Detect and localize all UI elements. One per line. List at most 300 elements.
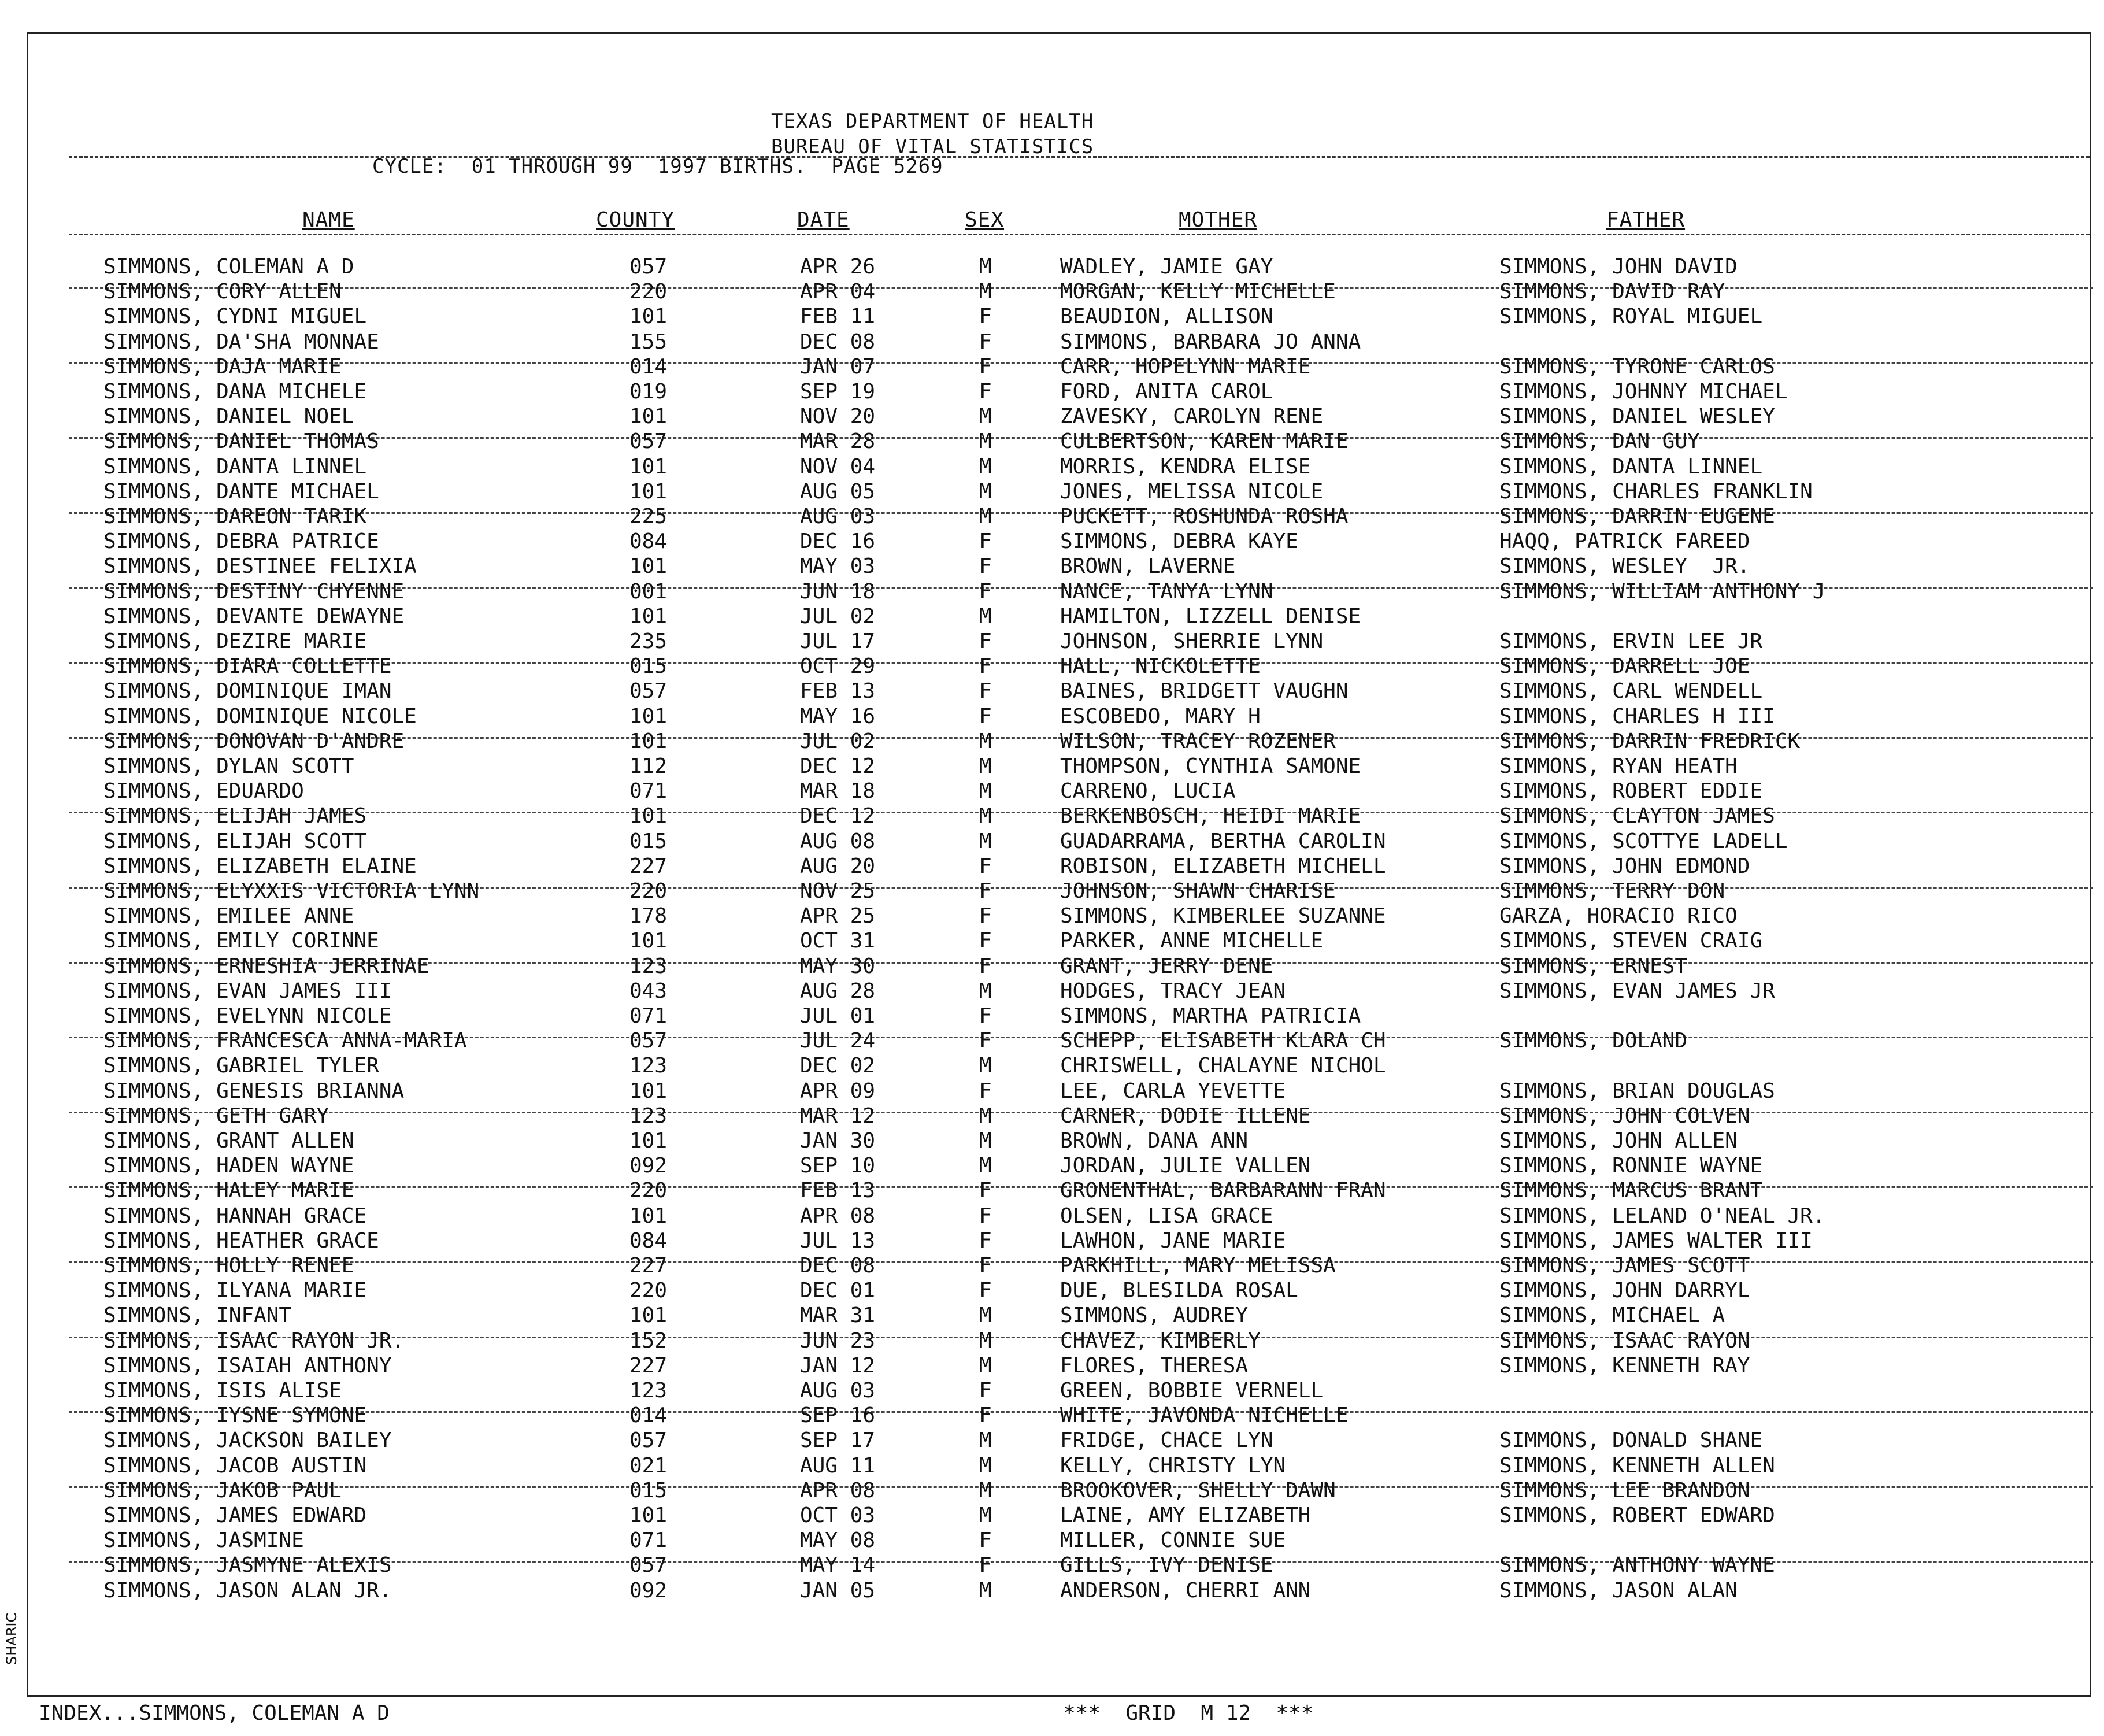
cell-county: 084: [629, 530, 668, 554]
record-row: [28, 829, 2093, 854]
cell-date: MAY 16: [800, 704, 876, 728]
cell-mother: PARKHILL, MARY MELISSA: [1060, 1254, 1336, 1278]
record-row: [28, 1328, 2093, 1353]
cell-date: FEB 13: [800, 679, 876, 704]
cell-name: SIMMONS, DESTINY CHYENNE: [103, 579, 405, 604]
cell-county: 101: [629, 1504, 668, 1527]
cell-mother: MORRIS, KENDRA ELISE: [1060, 454, 1311, 479]
cell-mother: KELLY, CHRISTY LYN: [1060, 1453, 1286, 1478]
cell-county: 227: [629, 854, 668, 878]
cell-name: SIMMONS, JASON ALAN JR.: [103, 1578, 392, 1602]
cell-county: 220: [629, 879, 668, 903]
record-row: [28, 954, 2093, 979]
cell-sex: M: [979, 1054, 992, 1078]
cell-mother: JOHNSON, SHERRIE LYNN: [1060, 630, 1324, 653]
cell-sex: F: [979, 354, 992, 379]
cell-father: SIMMONS, BRIAN DOUGLAS: [1499, 1079, 1775, 1103]
cell-county: 235: [629, 630, 668, 653]
cell-father: SIMMONS, JOHN DAVID: [1499, 255, 1738, 279]
cell-date: JUL 17: [800, 630, 876, 653]
cell-name: SIMMONS, ILYANA MARIE: [103, 1279, 367, 1303]
cell-name: SIMMONS, EDUARDO: [103, 779, 304, 804]
cell-county: 101: [629, 554, 668, 579]
cell-father: SIMMONS, CARL WENDELL: [1499, 679, 1763, 704]
cell-sex: M: [979, 280, 992, 304]
cell-name: SIMMONS, JASMINE: [103, 1528, 304, 1553]
cell-county: 225: [629, 505, 668, 528]
cell-date: AUG 05: [800, 479, 876, 504]
cell-name: SIMMONS, DANA MICHELE: [103, 380, 367, 404]
record-row: [28, 979, 2093, 1004]
cell-sex: F: [979, 380, 992, 404]
cell-mother: SIMMONS, DEBRA KAYE: [1060, 530, 1298, 554]
cell-name: SIMMONS, HANNAH GRACE: [103, 1204, 367, 1228]
record-row: [28, 1204, 2093, 1228]
cell-sex: M: [979, 1304, 992, 1328]
cell-county: 101: [629, 929, 668, 953]
cell-name: SIMMONS, JACOB AUSTIN: [103, 1453, 367, 1478]
cell-date: FEB 13: [800, 1179, 876, 1203]
cell-sex: M: [979, 1353, 992, 1378]
cell-father: HAQQ, PATRICK FAREED: [1499, 530, 1750, 554]
cell-name: SIMMONS, DYLAN SCOTT: [103, 754, 354, 778]
cell-father: SIMMONS, JAMES WALTER III: [1499, 1228, 1813, 1253]
cell-mother: JONES, MELISSA NICOLE: [1060, 479, 1324, 504]
record-row: [28, 579, 2093, 604]
cell-date: JUN 23: [800, 1328, 876, 1353]
cell-date: MAR 18: [800, 779, 876, 804]
cell-name: SIMMONS, EMILEE ANNE: [103, 904, 354, 928]
report-subtitle: BUREAU OF VITAL STATISTICS: [771, 135, 1094, 158]
cell-father: SIMMONS, SCOTTYE LADELL: [1499, 829, 1788, 853]
cell-name: SIMMONS, DOMINIQUE NICOLE: [103, 704, 417, 728]
cell-sex: M: [979, 1154, 992, 1178]
record-row: [28, 1353, 2093, 1378]
footer-index: INDEX...SIMMONS, COLEMAN A D: [39, 1701, 390, 1725]
cell-mother: SIMMONS, BARBARA JO ANNA: [1060, 330, 1361, 354]
record-row: [28, 779, 2093, 804]
cell-father: SIMMONS, ERVIN LEE JR: [1499, 630, 1763, 653]
record-row: [28, 1403, 2093, 1428]
cell-name: SIMMONS, JAKOB PAUL: [103, 1478, 342, 1502]
cell-father: GARZA, HORACIO RICO: [1499, 904, 1738, 928]
cell-father: SIMMONS, KENNETH RAY: [1499, 1353, 1750, 1378]
record-row: [28, 879, 2093, 904]
record-row: [28, 654, 2093, 679]
cell-name: SIMMONS, INFANT: [103, 1304, 292, 1328]
record-row: [28, 1028, 2093, 1053]
cell-father: SIMMONS, RYAN HEATH: [1499, 754, 1738, 778]
cell-date: AUG 28: [800, 979, 876, 1003]
cell-mother: SIMMONS, MARTHA PATRICIA: [1060, 1004, 1361, 1028]
cell-county: 019: [629, 380, 668, 404]
cell-father: SIMMONS, ISAAC RAYON: [1499, 1328, 1750, 1353]
cell-date: MAY 14: [800, 1553, 876, 1578]
cell-name: SIMMONS, CYDNI MIGUEL: [103, 305, 367, 329]
cell-county: 152: [629, 1328, 668, 1353]
cell-father: SIMMONS, ROBERT EDDIE: [1499, 779, 1763, 804]
cell-mother: PUCKETT, ROSHUNDA ROSHA: [1060, 505, 1349, 528]
cell-county: 101: [629, 479, 668, 504]
cell-father: SIMMONS, ERNEST: [1499, 954, 1688, 978]
cell-father: SIMMONS, JOHN EDMOND: [1499, 854, 1750, 878]
cell-sex: F: [979, 929, 992, 953]
cell-date: MAR 12: [800, 1104, 876, 1128]
cell-date: DEC 02: [800, 1054, 876, 1078]
cell-sex: M: [979, 454, 992, 479]
record-row: [28, 729, 2093, 754]
cell-sex: F: [979, 679, 992, 704]
cell-name: SIMMONS, DAREON TARIK: [103, 505, 367, 528]
cell-mother: CARNER, DODIE ILLENE: [1060, 1104, 1311, 1128]
cell-sex: M: [979, 1104, 992, 1128]
cell-sex: F: [979, 630, 992, 653]
cell-father: SIMMONS, LEE BRANDON: [1499, 1478, 1750, 1502]
cell-county: 071: [629, 1528, 668, 1553]
cell-date: SEP 16: [800, 1404, 876, 1428]
cell-mother: FLORES, THERESA: [1060, 1353, 1249, 1378]
record-row: [28, 1453, 2093, 1478]
record-row: [28, 379, 2093, 404]
record-row: [28, 404, 2093, 429]
cell-father: SIMMONS, JOHN DARRYL: [1499, 1279, 1750, 1303]
cell-mother: ZAVESKY, CAROLYN RENE: [1060, 405, 1324, 429]
cell-name: SIMMONS, DEVANTE DEWAYNE: [103, 604, 405, 628]
cell-date: JUL 13: [800, 1228, 876, 1253]
cell-county: 101: [629, 454, 668, 479]
page-frame: [27, 32, 2091, 1725]
cell-date: SEP 19: [800, 380, 876, 404]
cell-county: 092: [629, 1578, 668, 1602]
cell-county: 155: [629, 330, 668, 354]
cell-father: SIMMONS, JOHNNY MICHAEL: [1499, 380, 1788, 404]
cell-mother: OLSEN, LISA GRACE: [1060, 1204, 1273, 1228]
cell-name: SIMMONS, CORY ALLEN: [103, 280, 342, 304]
record-row: [28, 1278, 2093, 1303]
cell-mother: GUADARRAMA, BERTHA CAROLIN: [1060, 829, 1386, 853]
cell-name: SIMMONS, ERNESHIA JERRINAE: [103, 954, 429, 978]
cell-sex: F: [979, 879, 992, 903]
cell-county: 057: [629, 1553, 668, 1578]
cell-sex: M: [979, 779, 992, 804]
record-row: [28, 1178, 2093, 1203]
cell-county: 001: [629, 579, 668, 604]
cell-county: 227: [629, 1254, 668, 1278]
cell-name: SIMMONS, GETH GARY: [103, 1104, 329, 1128]
cell-name: SIMMONS, IYSNE SYMONE: [103, 1404, 367, 1428]
record-row: [28, 330, 2093, 354]
cell-mother: ROBISON, ELIZABETH MICHELL: [1060, 854, 1386, 878]
cell-father: SIMMONS, DAN GUY: [1499, 430, 1700, 454]
cell-county: 015: [629, 1478, 668, 1502]
cell-mother: NANCE, TANYA LYNN: [1060, 579, 1273, 604]
cell-mother: CHRISWELL, CHALAYNE NICHOL: [1060, 1054, 1386, 1078]
cell-name: SIMMONS, DANTA LINNEL: [103, 454, 367, 479]
cell-sex: F: [979, 1004, 992, 1028]
cell-sex: F: [979, 1179, 992, 1203]
cell-mother: SCHEPP, ELISABETH KLARA CH: [1060, 1029, 1386, 1053]
cell-sex: F: [979, 1404, 992, 1428]
cell-name: SIMMONS, ISAAC RAYON JR.: [103, 1328, 405, 1353]
cell-date: MAR 28: [800, 430, 876, 454]
cell-father: SIMMONS, ANTHONY WAYNE: [1499, 1553, 1775, 1578]
record-row: [28, 928, 2093, 953]
cell-name: SIMMONS, DANTE MICHAEL: [103, 479, 379, 504]
record-row: [28, 1428, 2093, 1453]
cell-name: SIMMONS, GENESIS BRIANNA: [103, 1079, 405, 1103]
cell-date: APR 09: [800, 1079, 876, 1103]
cell-mother: BROOKOVER, SHELLY DAWN: [1060, 1478, 1336, 1502]
record-row: [28, 1528, 2093, 1553]
cell-date: APR 08: [800, 1204, 876, 1228]
cell-name: SIMMONS, DONOVAN D'ANDRE: [103, 729, 405, 753]
cell-county: 123: [629, 1054, 668, 1078]
cell-name: SIMMONS, FRANCESCA ANNA-MARIA: [103, 1029, 467, 1053]
col-header-date: DATE: [797, 208, 850, 232]
cell-county: 123: [629, 1104, 668, 1128]
cell-sex: M: [979, 804, 992, 828]
cell-date: APR 26: [800, 255, 876, 279]
column-header-divider: [69, 234, 2090, 235]
cell-sex: F: [979, 530, 992, 554]
cell-mother: ANDERSON, CHERRI ANN: [1060, 1578, 1311, 1602]
cell-mother: BAINES, BRIDGETT VAUGHN: [1060, 679, 1349, 704]
cell-sex: F: [979, 1079, 992, 1103]
cell-mother: CHAVEZ, KIMBERLY: [1060, 1328, 1261, 1353]
col-header-mother: MOTHER: [1179, 208, 1258, 232]
record-row: [28, 354, 2093, 379]
cell-sex: M: [979, 405, 992, 429]
cell-date: AUG 08: [800, 829, 876, 853]
record-row: [28, 629, 2093, 654]
cell-county: 123: [629, 954, 668, 978]
record-row: [28, 504, 2093, 529]
cell-name: SIMMONS, DESTINEE FELIXIA: [103, 554, 417, 579]
cell-father: SIMMONS, MARCUS BRANT: [1499, 1179, 1763, 1203]
cell-father: SIMMONS, JOHN COLVEN: [1499, 1104, 1750, 1128]
cell-sex: F: [979, 1553, 992, 1578]
cell-name: SIMMONS, JACKSON BAILEY: [103, 1428, 392, 1453]
cell-date: APR 08: [800, 1478, 876, 1502]
cell-county: 220: [629, 1279, 668, 1303]
cell-county: 101: [629, 1204, 668, 1228]
cell-father: SIMMONS, WILLIAM ANTHONY J: [1499, 579, 1825, 604]
cell-name: SIMMONS, ELIZABETH ELAINE: [103, 854, 417, 878]
cell-name: SIMMONS, DIARA COLLETTE: [103, 654, 392, 679]
record-row: [28, 679, 2093, 704]
cell-date: DEC 08: [800, 1254, 876, 1278]
cell-sex: F: [979, 1279, 992, 1303]
cell-date: JAN 07: [800, 354, 876, 379]
cell-father: SIMMONS, JAMES SCOTT: [1499, 1254, 1750, 1278]
record-row: [28, 854, 2093, 879]
cell-sex: F: [979, 954, 992, 978]
cell-date: MAY 30: [800, 954, 876, 978]
cell-name: SIMMONS, ELYXXIS VICTORIA LYNN: [103, 879, 480, 903]
record-row: [28, 1303, 2093, 1328]
cell-father: SIMMONS, EVAN JAMES JR: [1499, 979, 1775, 1003]
cell-sex: F: [979, 704, 992, 728]
record-row: [28, 904, 2093, 928]
cell-mother: FORD, ANITA CAROL: [1060, 380, 1273, 404]
cell-date: JUL 02: [800, 604, 876, 628]
cell-county: 043: [629, 979, 668, 1003]
cell-sex: F: [979, 1254, 992, 1278]
cell-county: 227: [629, 1353, 668, 1378]
cell-county: 101: [629, 604, 668, 628]
cell-mother: FRIDGE, CHACE LYN: [1060, 1428, 1273, 1453]
cell-date: JUL 02: [800, 729, 876, 753]
cell-date: DEC 01: [800, 1279, 876, 1303]
cell-sex: F: [979, 654, 992, 679]
cell-father: SIMMONS, TYRONE CARLOS: [1499, 354, 1775, 379]
cell-sex: M: [979, 729, 992, 753]
cell-date: APR 04: [800, 280, 876, 304]
col-header-sex: SEX: [965, 208, 1005, 232]
cell-county: 101: [629, 1079, 668, 1103]
record-row: [28, 1478, 2093, 1503]
cell-mother: PARKER, ANNE MICHELLE: [1060, 929, 1324, 953]
cell-county: 101: [629, 305, 668, 329]
cell-sex: M: [979, 1428, 992, 1453]
cell-father: SIMMONS, CHARLES FRANKLIN: [1499, 479, 1813, 504]
cell-mother: BROWN, LAVERNE: [1060, 554, 1236, 579]
cell-name: SIMMONS, ELIJAH SCOTT: [103, 829, 367, 853]
record-row: [28, 429, 2093, 454]
cell-county: 071: [629, 779, 668, 804]
col-header-name: NAME: [302, 208, 355, 232]
cell-mother: SIMMONS, AUDREY: [1060, 1304, 1249, 1328]
cell-date: JAN 12: [800, 1353, 876, 1378]
cell-sex: M: [979, 1453, 992, 1478]
cell-father: SIMMONS, CHARLES H III: [1499, 704, 1775, 728]
cell-date: SEP 10: [800, 1154, 876, 1178]
cell-date: APR 25: [800, 904, 876, 928]
cell-mother: MILLER, CONNIE SUE: [1060, 1528, 1286, 1553]
cell-sex: F: [979, 1379, 992, 1402]
cell-county: 123: [629, 1379, 668, 1402]
cell-date: SEP 17: [800, 1428, 876, 1453]
cell-name: SIMMONS, GRANT ALLEN: [103, 1129, 354, 1153]
cell-sex: F: [979, 305, 992, 329]
cell-mother: BROWN, DANA ANN: [1060, 1129, 1249, 1153]
cell-county: 071: [629, 1004, 668, 1028]
cell-sex: F: [979, 330, 992, 354]
cell-sex: M: [979, 1328, 992, 1353]
cell-date: JUL 01: [800, 1004, 876, 1028]
cell-county: 015: [629, 829, 668, 853]
cell-date: MAY 08: [800, 1528, 876, 1553]
report-title: TEXAS DEPARTMENT OF HEALTH: [771, 110, 1094, 133]
cell-name: SIMMONS, ISAIAH ANTHONY: [103, 1353, 392, 1378]
cell-county: 220: [629, 280, 668, 304]
cell-name: SIMMONS, EVAN JAMES III: [103, 979, 392, 1003]
cell-county: 092: [629, 1154, 668, 1178]
cell-name: SIMMONS, JASMYNE ALEXIS: [103, 1553, 392, 1578]
cell-date: MAY 03: [800, 554, 876, 579]
record-row: [28, 704, 2093, 729]
cell-mother: LEE, CARLA YEVETTE: [1060, 1079, 1286, 1103]
cell-name: SIMMONS, HOLLY RENEE: [103, 1254, 354, 1278]
cell-sex: M: [979, 505, 992, 528]
cell-father: SIMMONS, DARRIN FREDRICK: [1499, 729, 1801, 753]
record-row: [28, 454, 2093, 479]
cell-mother: MORGAN, KELLY MICHELLE: [1060, 280, 1336, 304]
cell-sex: M: [979, 479, 992, 504]
cell-date: JAN 30: [800, 1129, 876, 1153]
cell-father: SIMMONS, JASON ALAN: [1499, 1578, 1738, 1602]
cell-county: 021: [629, 1453, 668, 1478]
cell-date: JUL 24: [800, 1029, 876, 1053]
cell-mother: GRANT, JERRY DENE: [1060, 954, 1273, 978]
cell-mother: BEAUDION, ALLISON: [1060, 305, 1273, 329]
cell-father: SIMMONS, STEVEN CRAIG: [1499, 929, 1763, 953]
cell-date: DEC 12: [800, 804, 876, 828]
record-row: [28, 1104, 2093, 1128]
cell-mother: WADLEY, JAMIE GAY: [1060, 255, 1273, 279]
cell-county: 101: [629, 405, 668, 429]
cell-father: SIMMONS, MICHAEL A: [1499, 1304, 1725, 1328]
record-row: [28, 1553, 2093, 1578]
cell-father: SIMMONS, DARRELL JOE: [1499, 654, 1750, 679]
cell-father: SIMMONS, DONALD SHANE: [1499, 1428, 1763, 1453]
record-row: [28, 1153, 2093, 1178]
cell-county: 057: [629, 679, 668, 704]
cell-date: NOV 04: [800, 454, 876, 479]
record-row: [28, 529, 2093, 554]
cell-date: JUN 18: [800, 579, 876, 604]
cell-sex: F: [979, 1029, 992, 1053]
cell-date: OCT 03: [800, 1504, 876, 1527]
cell-county: 101: [629, 729, 668, 753]
cell-date: AUG 20: [800, 854, 876, 878]
cell-county: 057: [629, 1428, 668, 1453]
cell-county: 057: [629, 1029, 668, 1053]
cell-name: SIMMONS, ELIJAH JAMES: [103, 804, 367, 828]
record-row: [28, 1128, 2093, 1153]
col-header-county: COUNTY: [596, 208, 675, 232]
cell-mother: ESCOBEDO, MARY H: [1060, 704, 1261, 728]
cell-sex: F: [979, 854, 992, 878]
cell-sex: F: [979, 1228, 992, 1253]
record-row: [28, 304, 2093, 329]
record-row: [28, 479, 2093, 504]
cell-date: OCT 29: [800, 654, 876, 679]
cell-father: SIMMONS, DANIEL WESLEY: [1499, 405, 1775, 429]
cell-father: SIMMONS, ROBERT EDWARD: [1499, 1504, 1775, 1527]
cell-sex: F: [979, 904, 992, 928]
cell-sex: F: [979, 579, 992, 604]
cell-name: SIMMONS, EMILY CORINNE: [103, 929, 379, 953]
cell-county: 112: [629, 754, 668, 778]
cell-date: OCT 31: [800, 929, 876, 953]
cell-name: SIMMONS, EVELYNN NICOLE: [103, 1004, 392, 1028]
record-row: [28, 1004, 2093, 1028]
cell-mother: CARRENO, LUCIA: [1060, 779, 1236, 804]
cell-mother: HODGES, TRACY JEAN: [1060, 979, 1286, 1003]
cell-date: DEC 16: [800, 530, 876, 554]
record-row: [28, 1578, 2093, 1603]
cell-mother: LAINE, AMY ELIZABETH: [1060, 1504, 1311, 1527]
cell-date: NOV 25: [800, 879, 876, 903]
cell-sex: M: [979, 1504, 992, 1527]
cell-mother: THOMPSON, CYNTHIA SAMONE: [1060, 754, 1361, 778]
cell-date: AUG 11: [800, 1453, 876, 1478]
cell-sex: M: [979, 1129, 992, 1153]
record-row: [28, 804, 2093, 828]
cell-name: SIMMONS, DA'SHA MONNAE: [103, 330, 379, 354]
cell-mother: HALL, NICKOLETTE: [1060, 654, 1261, 679]
